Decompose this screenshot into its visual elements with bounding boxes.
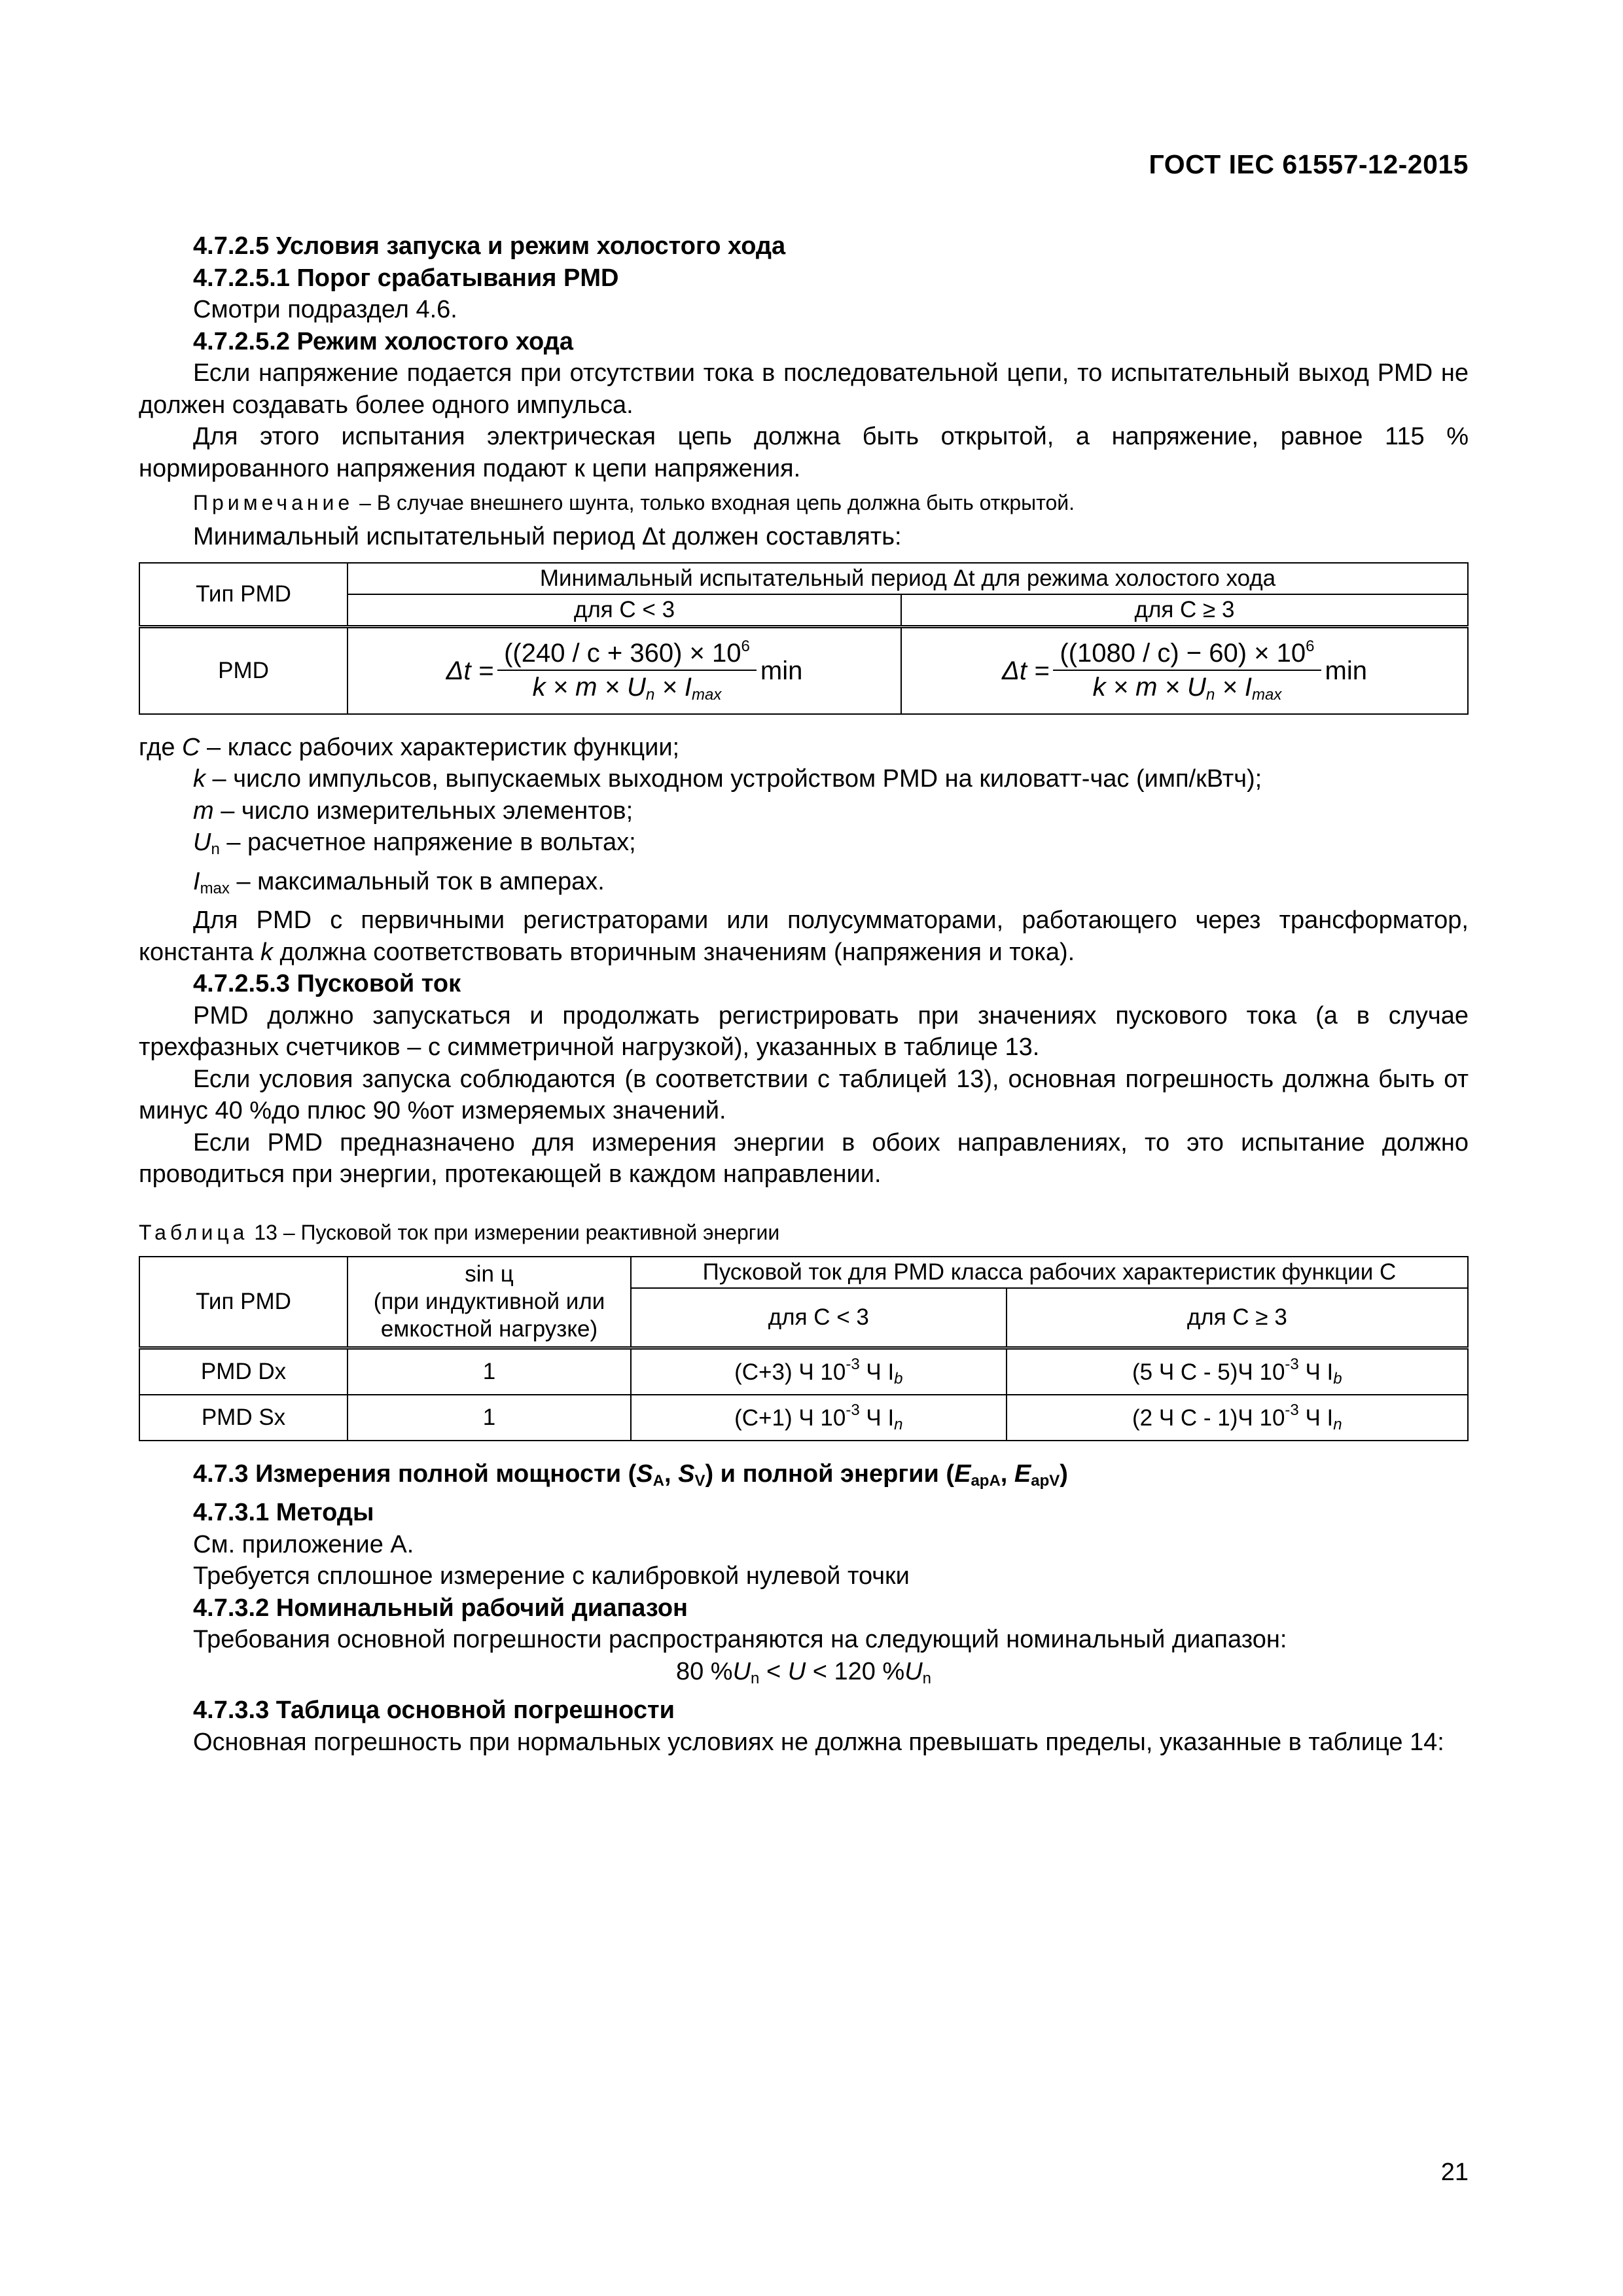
separator-2: ,	[1000, 1460, 1014, 1488]
table13-row-dx-type: PMD Dx	[139, 1348, 348, 1395]
symbol-ea-sub: apA	[971, 1471, 1001, 1490]
formula-lt-fraction	[497, 630, 757, 711]
starting-current-paragraph-2: Если условия запуска соблюдаются (в соответствии с таблицей 13), основная погрешность должна быть от минус 40 %до плюс 90 %от измеряемых значений.	[139, 1065, 1469, 1124]
table13-row-dx-lt-sub: b	[894, 1369, 903, 1388]
range-b: <	[759, 1657, 788, 1685]
range-u: U	[787, 1657, 806, 1685]
formula-lt-cell	[348, 626, 901, 714]
section-4-7-2-5-3-title: 4.7.2.5.3 Пусковой ток	[193, 970, 461, 997]
range-sub2: n	[922, 1669, 932, 1687]
table13-row-dx-lt-exp: -3	[846, 1355, 860, 1373]
range-u1: U	[732, 1657, 751, 1685]
methods-paragraph-2: Требуется сплошное измерение с калибровкой нулевой точки	[193, 1562, 910, 1590]
formula-ge-den-n: n	[1205, 685, 1215, 704]
formula-ge	[907, 630, 1462, 711]
table13-row-dx-sin: 1	[348, 1348, 631, 1395]
section-4-7-3-title-b: ) и полной энергии (	[705, 1460, 955, 1488]
table13-header-group: Пусковой ток для PMD класса рабочих характеристик функции С	[631, 1257, 1468, 1288]
table1-header-ge: для C ≥ 3	[901, 594, 1468, 627]
note	[139, 484, 1469, 521]
definition-c-symbol: C	[182, 733, 200, 761]
range-paragraph: Требования основной погрешности распространяются на следующий номинальный диапазон:	[193, 1626, 1287, 1653]
formula-ge-exponent: 6	[1306, 637, 1315, 655]
table13-header-sin-label: sin ц	[465, 1261, 514, 1287]
table13-row-sx-ge-a: (2 Ч C - 1)Ч 10	[1132, 1405, 1285, 1431]
table13-row-dx-ge-exp: -3	[1285, 1355, 1299, 1373]
period-intro-text-b: должен составлять:	[665, 523, 902, 550]
no-load-paragraph-1: Если напряжение подается при отсутствии тока в последовательной цепи, то испытательный выход PMD не должен создавать более одного импульса.	[139, 359, 1469, 419]
starting-current-table	[139, 1256, 1469, 1441]
formula-lt	[353, 630, 895, 711]
formula-lt-den-i: × I	[654, 672, 692, 702]
definition-m-text: – число измерительных элементов;	[213, 797, 633, 825]
symbol-sv: S	[678, 1460, 695, 1488]
standard-header: ГОСТ IEC 61557-12-2015	[1149, 149, 1469, 179]
section-4-7-3-3-title: 4.7.3.3 Таблица основной погрешности	[193, 1696, 675, 1724]
formula-ge-den-k: k × m × U	[1092, 672, 1206, 702]
starting-current-paragraph-1: PMD должно запускаться и продолжать регистрировать при значениях пускового тока (а в случае трехфазных счетчиков – с симметричной нагрузкой), указанных в таблице 13.	[139, 1001, 1469, 1061]
table13-row-sx-type: PMD Sx	[139, 1395, 348, 1441]
period-intro-text-a: Минимальный испытательный период	[193, 523, 642, 550]
definition-imax-symbol: I	[193, 867, 200, 895]
range-formula	[139, 1656, 1469, 1695]
formula-lt-unit: min	[760, 656, 803, 685]
definition-c	[139, 732, 1469, 764]
section-4-7-2-5-2-title: 4.7.2.5.2 Режим холостого хода	[193, 327, 573, 355]
definition-k-text: – число импульсов, выпускаемых выходном устройством PMD на киловатт-час (имп/кВтч);	[205, 765, 1262, 793]
period-symbol: Δt	[641, 523, 666, 550]
starting-current-paragraph-3: Если PMD предназначено для измерения энергии в обоих направлениях, то это испытание должно проводиться при энергии, протекающей в каждом направлении.	[139, 1128, 1469, 1188]
section-4-7-3-title-a: 4.7.3 Измерения полной мощности (	[193, 1460, 637, 1488]
table13-row-sx-lt-b: Ч I	[859, 1405, 895, 1431]
symbol-ev: E	[1014, 1460, 1031, 1488]
table13-caption-text: 13 – Пусковой ток при измерении реактивной энергии	[254, 1220, 780, 1244]
formula-lt-delta: Δt =	[446, 656, 494, 685]
table1-header-type: Тип PMD	[139, 563, 348, 627]
definition-un-sub: n	[211, 840, 220, 858]
formula-lt-numerator-text: ((240 / c + 360) × 10	[504, 638, 741, 668]
range-a: 80 %	[675, 1657, 733, 1685]
separator-1: ,	[664, 1460, 679, 1488]
symbol-ea: E	[954, 1460, 971, 1488]
definition-imax-text: – максимальный ток в амперах.	[229, 867, 605, 895]
formula-lt-numerator	[497, 630, 757, 671]
formula-ge-delta: Δt =	[1001, 656, 1050, 685]
no-load-paragraph-2: Для этого испытания электрическая цепь должна быть открытой, а напряжение, равное 115 % нормированного напряжения подают к цепи напряжения.	[139, 423, 1469, 482]
formula-ge-numerator	[1053, 630, 1321, 671]
symbol-ev-sub: apV	[1031, 1471, 1060, 1490]
table1-header-group: Минимальный испытательный период Δt для режима холостого хода	[348, 563, 1468, 594]
document-body	[139, 230, 1469, 1758]
methods-paragraph-1: См. приложение А.	[193, 1530, 414, 1558]
definition-k	[139, 763, 1469, 795]
formula-ge-den-max: max	[1252, 685, 1282, 704]
definition-c-text: – класс рабочих характеристик функции;	[200, 733, 680, 761]
table13-row-sx-sin: 1	[348, 1395, 631, 1441]
table13-row-dx-lt	[631, 1348, 1007, 1395]
error-table-paragraph: Основная погрешность при нормальных условиях не должна превышать пределы, указанные в таблице 14:	[193, 1728, 1444, 1756]
table13-row-sx-lt-sub: n	[894, 1415, 903, 1433]
definition-imax	[139, 866, 1469, 905]
formula-ge-fraction	[1053, 630, 1321, 711]
range-c: < 120 %	[806, 1657, 905, 1685]
definition-un	[139, 827, 1469, 866]
table13-row-dx-ge	[1007, 1348, 1468, 1395]
table13-row-sx-lt	[631, 1395, 1007, 1441]
table13-row-dx-ge-a: (5 Ч C - 5)Ч 10	[1132, 1359, 1285, 1385]
formula-lt-exponent: 6	[741, 637, 750, 655]
section-4-7-2-5-1-title: 4.7.2.5.1 Порог срабатывания PMD	[193, 264, 619, 292]
table-row	[139, 1395, 1468, 1441]
formula-lt-denominator	[526, 671, 728, 711]
formula-ge-numerator-text: ((1080 / c) − 60) × 10	[1060, 638, 1306, 668]
transformer-k: k	[260, 938, 273, 966]
table13-header-ge: для C ≥ 3	[1007, 1288, 1468, 1348]
period-intro	[139, 521, 1469, 553]
page-number: 21	[1440, 2159, 1469, 2186]
table13-header-lt: для C < 3	[631, 1288, 1007, 1348]
section-4-7-3-1-title: 4.7.3.1 Методы	[193, 1499, 374, 1526]
section-4-7-3-title-c: )	[1060, 1460, 1068, 1488]
transformer-paragraph	[139, 905, 1469, 968]
table1-row-label: PMD	[139, 626, 348, 714]
range-u2: U	[904, 1657, 923, 1685]
table13-row-sx-lt-exp: -3	[846, 1401, 860, 1419]
range-sub1: n	[751, 1669, 760, 1687]
table13-caption-label: Таблица	[139, 1220, 249, 1244]
symbol-sa-sub: A	[652, 1471, 664, 1490]
definition-m-symbol: m	[193, 797, 214, 825]
table13-row-sx-ge-exp: -3	[1285, 1401, 1299, 1419]
formula-lt-den-n: n	[645, 685, 655, 704]
definition-k-symbol: k	[193, 765, 205, 793]
formula-lt-den-max: max	[692, 685, 722, 704]
symbol-sv-sub: V	[694, 1471, 705, 1490]
formula-ge-unit: min	[1325, 656, 1367, 685]
section-4-7-3-title	[139, 1458, 1469, 1498]
table13-row-dx-ge-b: Ч I	[1298, 1359, 1334, 1385]
definition-where: где	[139, 733, 183, 761]
formula-ge-cell	[901, 626, 1468, 714]
table13-row-sx-ge-b: Ч I	[1298, 1405, 1334, 1431]
definition-un-text: – расчетное напряжение в вольтах;	[219, 829, 636, 856]
transformer-text-b: должна соответствовать вторичным значениям (напряжения и тока).	[272, 938, 1075, 966]
section-4-7-2-5-1-text: Смотри подраздел 4.6.	[193, 296, 457, 323]
table13-row-sx-lt-a: (C+1) Ч 10	[734, 1405, 846, 1431]
note-label: Примечание	[193, 491, 354, 514]
table13-row-sx-ge	[1007, 1395, 1468, 1441]
formula-ge-denominator	[1086, 671, 1289, 711]
definition-m	[139, 795, 1469, 827]
definition-un-symbol: U	[193, 829, 211, 856]
table1-header-lt: для C < 3	[348, 594, 901, 627]
table-row	[139, 1348, 1468, 1395]
symbol-sa: S	[636, 1460, 653, 1488]
note-text: – В случае внешнего шунта, только входная цепь должна быть открытой.	[353, 491, 1075, 514]
table13-header-sin	[348, 1257, 631, 1348]
definition-imax-sub: max	[200, 879, 230, 897]
table13-caption	[139, 1217, 1469, 1248]
section-4-7-3-2-title: 4.7.3.2 Номинальный рабочий диапазон	[193, 1594, 688, 1622]
section-4-7-2-5-title: 4.7.2.5 Условия запуска и режим холостого хода	[193, 232, 786, 260]
min-test-period-table	[139, 562, 1469, 715]
formula-lt-den-k: k × m × U	[532, 672, 646, 702]
table13-header-sin-note: (при индуктивной или емкостной нагрузке)	[373, 1288, 605, 1342]
table13-row-sx-ge-sub: n	[1333, 1415, 1342, 1433]
transformer-text-a: Для PMD с первичными регистраторами или полусумматорами, работающего через трансформатор, константа	[139, 906, 1469, 966]
table13-row-dx-lt-b: Ч I	[859, 1359, 895, 1385]
table13-row-dx-lt-a: (C+3) Ч 10	[734, 1359, 846, 1385]
table13-row-dx-ge-sub: b	[1333, 1369, 1342, 1388]
formula-ge-den-i: × I	[1215, 672, 1253, 702]
table13-header-type: Тип PMD	[139, 1257, 348, 1348]
